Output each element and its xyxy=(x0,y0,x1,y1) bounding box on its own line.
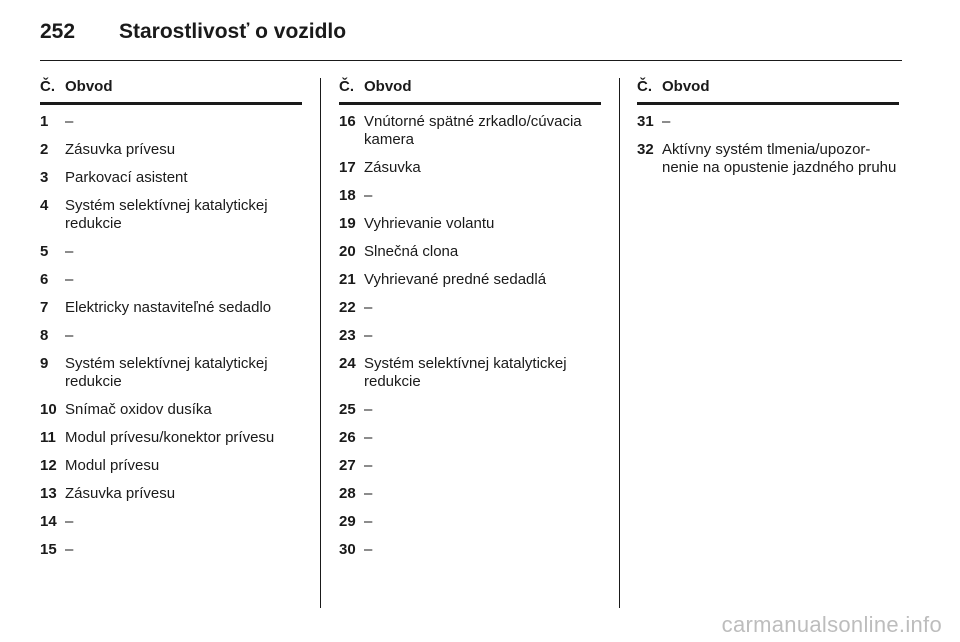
circuit-name: Slnečná clona xyxy=(364,243,459,260)
circuit-name: – xyxy=(65,113,74,130)
table-row xyxy=(40,541,302,559)
column-header xyxy=(637,78,899,105)
circuit-name: Snímač oxidov dusíka xyxy=(65,401,212,418)
fuse-rows xyxy=(40,113,302,559)
table-row xyxy=(40,113,302,131)
circuit-name: – xyxy=(65,513,74,530)
fuse-number: 28 xyxy=(339,485,356,502)
fuse-column-2 xyxy=(339,78,601,569)
table-row xyxy=(339,215,601,233)
fuse-number: 4 xyxy=(40,197,49,214)
fuse-number: 5 xyxy=(40,243,49,260)
circuit-name: – xyxy=(364,429,373,446)
table-row xyxy=(339,159,601,177)
fuse-number: 24 xyxy=(339,355,356,372)
column-header xyxy=(339,78,601,105)
fuse-number: 26 xyxy=(339,429,356,446)
table-row xyxy=(40,401,302,419)
fuse-number: 10 xyxy=(40,401,57,418)
column-header-number: Č. xyxy=(40,78,55,95)
circuit-name: – xyxy=(364,485,373,502)
circuit-name: Modul prívesu xyxy=(65,457,160,474)
fuse-rows xyxy=(637,113,899,177)
circuit-name: Vnútorné spätné zrkadlo/cúvacia kamera xyxy=(364,113,582,148)
fuse-number: 3 xyxy=(40,169,49,186)
circuit-name: – xyxy=(65,541,74,558)
fuse-number: 8 xyxy=(40,327,49,344)
table-row xyxy=(40,271,302,289)
circuit-name: Vyhrievanie volantu xyxy=(364,215,495,232)
fuse-number: 7 xyxy=(40,299,49,316)
circuit-name: – xyxy=(364,327,373,344)
column-header xyxy=(40,78,302,105)
circuit-name: Systém selektívnej katalytickej redukcie xyxy=(65,197,268,232)
fuse-number: 25 xyxy=(339,401,356,418)
column-header-number: Č. xyxy=(339,78,354,95)
table-row xyxy=(339,327,601,345)
fuse-number: 12 xyxy=(40,457,57,474)
circuit-name: – xyxy=(662,113,671,130)
fuse-rows xyxy=(339,113,601,559)
circuit-name: – xyxy=(364,187,373,204)
table-row xyxy=(339,541,601,559)
table-row xyxy=(40,299,302,317)
table-row xyxy=(40,513,302,531)
table-row xyxy=(40,141,302,159)
table-row xyxy=(637,113,899,131)
circuit-name: – xyxy=(364,457,373,474)
page-header xyxy=(40,20,902,61)
table-row xyxy=(339,187,601,205)
circuit-name: Aktívny systém tlmenia/upozor-nenie na opustenie jazdného pruhu xyxy=(662,141,897,176)
fuse-column-1 xyxy=(40,78,302,569)
circuit-name: Systém selektívnej katalytickej redukcie xyxy=(364,355,567,390)
table-row xyxy=(40,197,302,233)
table-row xyxy=(40,243,302,261)
fuse-number: 18 xyxy=(339,187,356,204)
circuit-name: Zásuvka prívesu xyxy=(65,141,176,158)
column-header-number: Č. xyxy=(637,78,652,95)
table-row xyxy=(339,271,601,289)
circuit-name: Modul prívesu/konektor prívesu xyxy=(65,429,275,446)
fuse-number: 19 xyxy=(339,215,356,232)
table-row xyxy=(637,141,899,177)
fuse-number: 2 xyxy=(40,141,49,158)
column-divider xyxy=(320,78,321,608)
page-number: 252 xyxy=(40,20,76,43)
table-row xyxy=(40,355,302,391)
fuse-number: 1 xyxy=(40,113,49,130)
table-row xyxy=(40,169,302,187)
circuit-name: – xyxy=(65,271,74,288)
fuse-number: 20 xyxy=(339,243,356,260)
fuse-number: 31 xyxy=(637,113,654,130)
fuse-number: 30 xyxy=(339,541,356,558)
fuse-number: 23 xyxy=(339,327,356,344)
fuse-number: 14 xyxy=(40,513,57,530)
column-header-circuit: Obvod xyxy=(662,78,710,95)
fuse-number: 32 xyxy=(637,141,654,158)
fuse-number: 17 xyxy=(339,159,356,176)
table-row xyxy=(339,243,601,261)
table-row xyxy=(339,401,601,419)
circuit-name: – xyxy=(65,327,74,344)
table-row xyxy=(339,299,601,317)
fuse-number: 29 xyxy=(339,513,356,530)
column-divider xyxy=(619,78,620,608)
table-row xyxy=(339,113,601,149)
table-row xyxy=(339,513,601,531)
column-header-circuit: Obvod xyxy=(364,78,412,95)
table-row xyxy=(339,429,601,447)
fuse-number: 15 xyxy=(40,541,57,558)
table-row xyxy=(40,429,302,447)
circuit-name: Vyhrievané predné sedadlá xyxy=(364,271,547,288)
circuit-name: Systém selektívnej katalytickej redukcie xyxy=(65,355,268,390)
column-header-circuit: Obvod xyxy=(65,78,113,95)
fuse-number: 11 xyxy=(40,429,56,446)
table-row xyxy=(40,485,302,503)
circuit-name: Zásuvka xyxy=(364,159,421,176)
fuse-number: 21 xyxy=(339,271,356,288)
fuse-number: 27 xyxy=(339,457,356,474)
fuse-number: 9 xyxy=(40,355,49,372)
circuit-name: – xyxy=(65,243,74,260)
circuit-name: – xyxy=(364,299,373,316)
fuse-number: 6 xyxy=(40,271,49,288)
table-row xyxy=(339,457,601,475)
table-row xyxy=(40,457,302,475)
page-title: Starostlivosť o vozidlo xyxy=(119,20,347,43)
circuit-name: Zásuvka prívesu xyxy=(65,485,176,502)
fuse-column-3 xyxy=(637,78,899,187)
table-row xyxy=(40,327,302,345)
table-row xyxy=(339,355,601,391)
fuse-number: 16 xyxy=(339,113,356,130)
table-row xyxy=(339,485,601,503)
circuit-name: – xyxy=(364,541,373,558)
circuit-name: Parkovací asistent xyxy=(65,169,188,186)
fuse-number: 13 xyxy=(40,485,57,502)
fuse-number: 22 xyxy=(339,299,356,316)
circuit-name: – xyxy=(364,401,373,418)
watermark: carmanualsonline.info xyxy=(721,612,942,637)
circuit-name: Elektricky nastaviteľné sedadlo xyxy=(65,299,272,316)
circuit-name: – xyxy=(364,513,373,530)
